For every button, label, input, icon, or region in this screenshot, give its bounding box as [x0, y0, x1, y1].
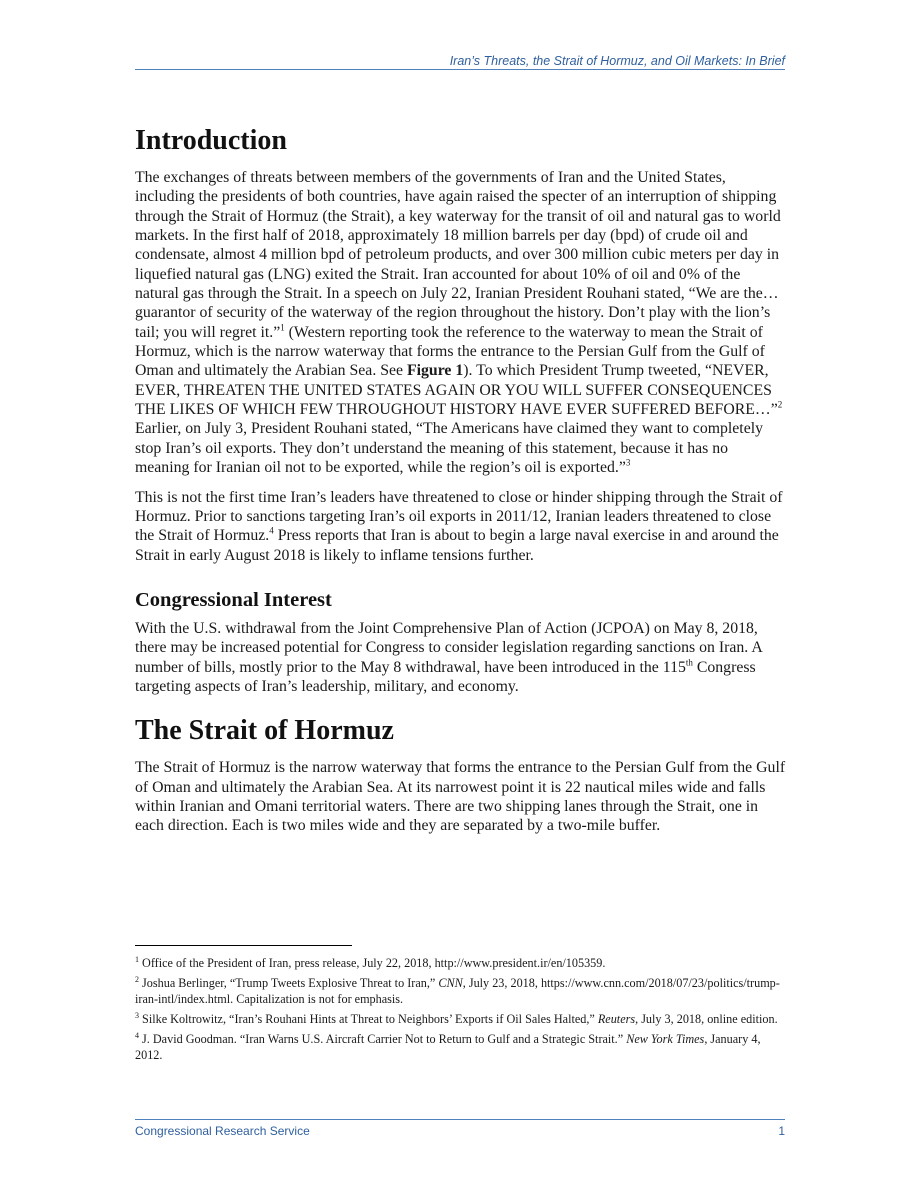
footnote-3-text-b: , July 3, 2018, online edition.: [635, 1012, 778, 1026]
footer-organization: Congressional Research Service: [135, 1124, 310, 1138]
footnote-1-number: 1: [135, 954, 139, 964]
intro-p1-text-d: Earlier, on July 3, President Rouhani stated, “The Americans have claimed they want to completely stop Iran’s oil exports. They don’t understand the meaning of this statement, because it has no meaning for Iranian oil not to be exported, while the region’s oil is exported.”: [135, 420, 763, 477]
footnote-2-text-a: Joshua Berlinger, “Trump Tweets Explosive Threat to Iran,”: [139, 976, 439, 990]
intro-p2-text-b: Press reports that Iran is about to begin a large naval exercise in and around the Strait in early August 2018 is likely to inflame tensions further.: [135, 527, 779, 564]
page-footer: [135, 1124, 785, 1138]
intro-p2-text-a: This is not the first time Iran’s leaders have threatened to close or hinder shipping through the Strait of Hormuz. Prior to sanctions targeting Iran’s oil exports in 2011/12, Iranian leaders threatened to close the Strait of Hormuz.: [135, 488, 783, 545]
footnote-3-text-a: Silke Koltrowitz, “Iran’s Rouhani Hints at Threat to Neighbors’ Exports if Oil Sales Halted,”: [139, 1012, 598, 1026]
footnote-ref-1[interactable]: 1: [280, 322, 285, 333]
intro-paragraph-1: [135, 168, 786, 478]
footnote-4-number: 4: [135, 1030, 139, 1040]
heading-congressional-interest: Congressional Interest: [135, 588, 332, 611]
page-number: 1: [778, 1124, 785, 1138]
footnote-4-text-b: , January 4, 2012.: [135, 1032, 761, 1062]
congress-text-b: Congress targeting aspects of Iran’s leadership, military, and economy.: [135, 658, 756, 695]
footnote-ref-3[interactable]: 3: [625, 457, 631, 468]
intro-p1-text-c: ). To which President Trump tweeted, “NEVER, EVER, THREATEN THE UNITED STATES AGAIN OR YOU WILL SUFFER CONSEQUENCES THE LIKES OF WHICH FEW THROUGHOUT HISTORY HAVE EVER SUFFERED BEFORE…”: [135, 362, 778, 419]
congress-paragraph: [135, 619, 786, 696]
strait-paragraph: The Strait of Hormuz is the narrow waterway that forms the entrance to the Persian Gulf from the Gulf of Oman and ultimately the Arabian Sea. At its narrowest point it is 22 nautical miles wide and falls within Iranian and Omani territorial waters. There are two shipping lanes through the Strait, one in each direction. Each is two miles wide and they are separated by a two-mile buffer.: [135, 759, 786, 835]
figure-1-ref[interactable]: Figure 1: [406, 362, 464, 380]
footnote-3-source: Reuters: [597, 1012, 636, 1026]
footnote-4-text-a: J. David Goodman. “Iran Warns U.S. Aircraft Carrier Not to Return to Gulf and a Strategic Strait.”: [139, 1032, 627, 1046]
intro-p1-text-a: The exchanges of threats between members of the governments of Iran and the United States, including the presidents of both countries, have again raised the specter of an interruption of shipping through the Strait of Hormuz (the Strait), a key waterway for the transit of oil and natural gas to world markets. In the first half of 2018, approximately 18 million barrels per day (bpd) of crude oil and condensate, almost 4 million bpd of petroleum products, and over 300 million cubic meters per day in liquefied natural gas (LNG) exited the Strait. Iran accounted for about 10% of oil and 0% of the natural gas through the Strait. In a speech on July 22, Iranian President Rouhani stated, “We are the…guarantor of security of the waterway of the region throughout the history. Don’t play with the lion’s tail; you will regret it.”: [135, 169, 781, 341]
congress-text-a: With the U.S. withdrawal from the Joint Comprehensive Plan of Action (JCPOA) on May 8, 2018, there may be increased potential for Congress to consider legislation regarding sanctions on Iran. A number of bills, mostly prior to the May 8 withdrawal, have been introduced in the 115: [135, 619, 762, 676]
header-divider: [135, 69, 785, 70]
heading-strait-of-hormuz: The Strait of Hormuz: [135, 715, 394, 747]
main-content: [135, 122, 786, 846]
intro-p1-text-b: (Western reporting took the reference to the waterway to mean the Strait of Hormuz, which is the narrow waterway that forms the entrance to the Persian Gulf from the Gulf of Oman and ultimately the Arabian Sea. See: [135, 323, 765, 380]
footnote-ref-2[interactable]: 2: [777, 399, 783, 410]
footnote-3: [135, 1011, 786, 1027]
intro-paragraph-2: [135, 488, 786, 565]
footnote-2: [135, 975, 786, 1007]
footnote-2-number: 2: [135, 974, 139, 984]
footnote-divider: [135, 945, 352, 946]
footer-divider: [135, 1119, 785, 1120]
footnote-2-text-b: , July 23, 2018, https://www.cnn.com/2018/07/23/politics/trump-iran-intl/index.html. Capitalization is not for emphasis.: [135, 976, 780, 1006]
running-header: Iran’s Threats, the Strait of Hormuz, and Oil Markets: In Brief: [449, 54, 785, 68]
footnote-3-number: 3: [135, 1010, 139, 1020]
footnote-4: [135, 1031, 786, 1063]
footnote-1: [135, 955, 786, 971]
footnotes: [135, 955, 786, 1067]
footnote-1-text: Office of the President of Iran, press release, July 22, 2018, http://www.president.ir/en/105359.: [139, 956, 606, 970]
heading-introduction: Introduction: [135, 125, 287, 156]
footnote-4-source: New York Times: [626, 1032, 705, 1046]
footnote-2-source: CNN: [438, 976, 463, 990]
footnote-ref-4[interactable]: 4: [269, 525, 274, 536]
ordinal-suffix: th: [685, 657, 693, 668]
